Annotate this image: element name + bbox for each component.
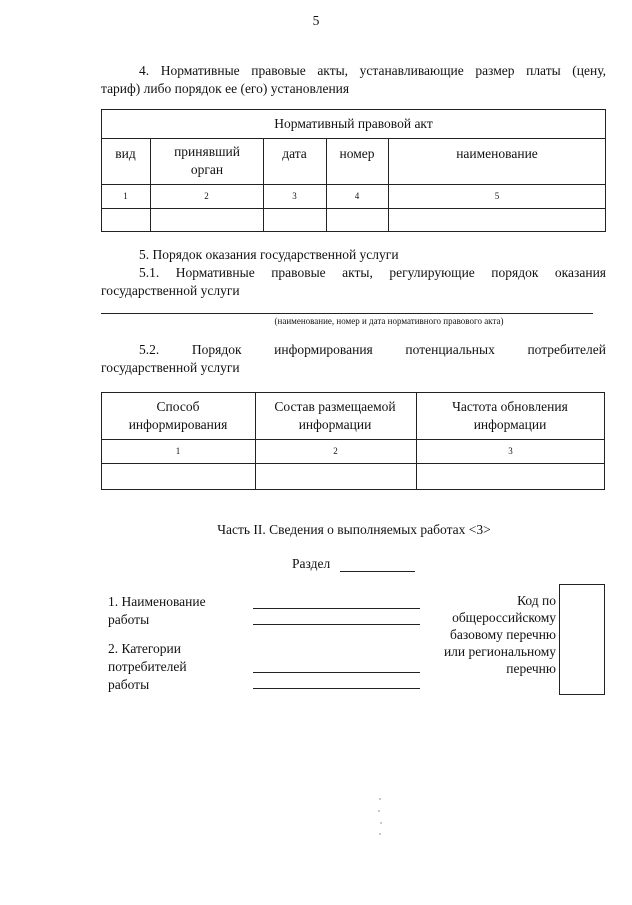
field2-line-a (253, 672, 420, 673)
code-box (559, 584, 605, 695)
section-label: Раздел (292, 556, 331, 571)
table1-col-date: дата (282, 146, 307, 161)
section51-line1: 5.1. Нормативные правовые акты, регулирующие порядок оказания (139, 265, 606, 280)
code-label-line4: или региональному (443, 644, 556, 659)
table1-col-organ: принявший орган (174, 144, 240, 177)
table1-num-2: 2 (204, 191, 209, 201)
table1-col-vid: вид (115, 146, 136, 161)
field1-line-a (253, 608, 420, 609)
table2-num-3: 3 (508, 446, 513, 456)
part2-title: Часть II. Сведения о выполняемых работах <3> (217, 522, 491, 537)
act-name-line (101, 313, 593, 314)
table1-num-3: 3 (292, 191, 297, 201)
page-number: 5 (312, 13, 320, 28)
section52-line2: государственной услуги (101, 360, 240, 375)
section-number-line (340, 571, 415, 572)
table2-num-1: 1 (175, 446, 181, 456)
field1-label-line1: 1. Наименование (108, 594, 206, 609)
table1-num-5: 5 (494, 191, 500, 201)
table1-num-4: 4 (354, 191, 360, 201)
section52-line1: 5.2. Порядок информирования потенциальных потребителей (139, 342, 606, 357)
code-label-line1: Код по (517, 593, 556, 608)
section51-line2: государственной услуги (101, 283, 240, 298)
code-label-line5: перечню (506, 661, 556, 676)
table2-col-content: Состав размещаемой информации (274, 398, 396, 432)
section4-heading-line2: тариф) либо порядок ее (его) установления (101, 81, 350, 96)
section5-heading: 5. Порядок оказания государственной услуги (139, 247, 399, 262)
field1-line-b (253, 624, 420, 625)
field2-label-line1: 2. Категории (108, 641, 182, 656)
code-label-line2: общероссийскому (452, 610, 556, 625)
field1-label-line2: работы (108, 612, 150, 627)
field2-line-b (253, 688, 420, 689)
act-caption: (наименование, номер и дата нормативного правового акта) (274, 316, 504, 326)
table1-num-1: 1 (123, 191, 128, 201)
table2-col-frequency: Частота обновления информации (452, 398, 568, 432)
field2-label-line3: работы (108, 677, 150, 692)
field2-label-line2: потребителей (108, 659, 187, 674)
table2-num-2: 2 (333, 446, 338, 456)
table1-title: Нормативный правовой акт (274, 115, 433, 131)
table1-col-number: номер (339, 146, 375, 161)
table2-col-method: Способ информирования (128, 398, 228, 432)
section4-heading-line1: 4. Нормативные правовые акты, устанавливающие размер платы (цену, (139, 63, 606, 78)
code-label-line3: базовому перечню (449, 627, 556, 642)
table1-col-name: наименование (456, 146, 538, 161)
scan-specks (370, 795, 390, 840)
